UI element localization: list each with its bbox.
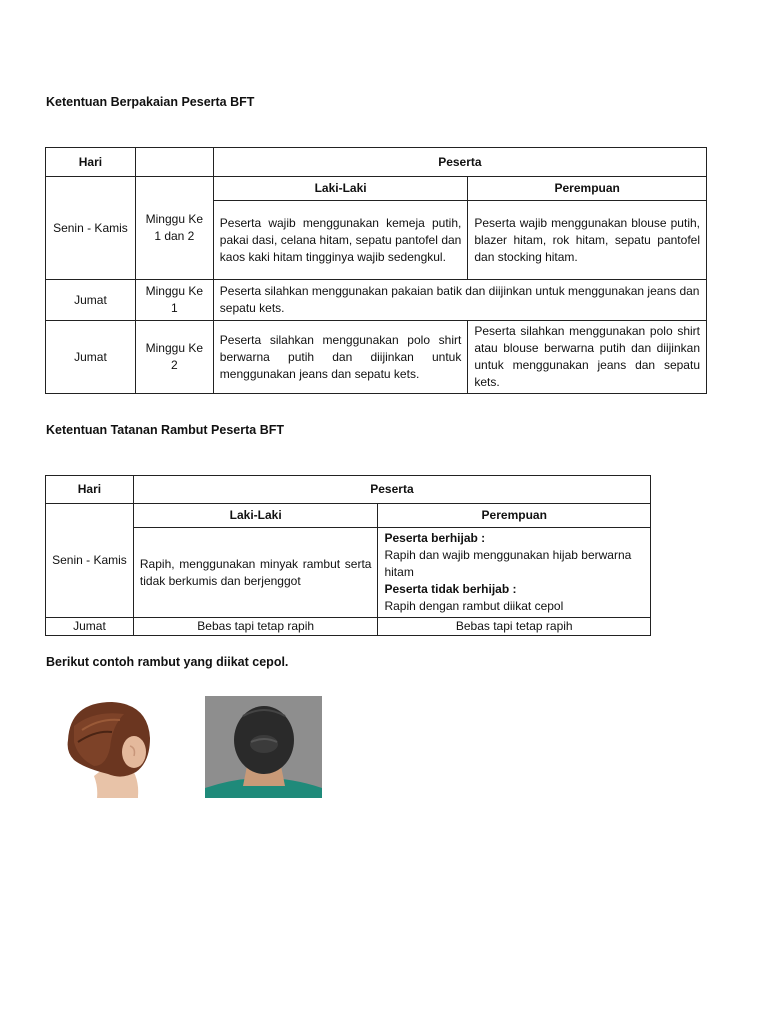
hair-rules-table <box>45 475 651 636</box>
hair-header-laki: Laki-Laki <box>133 504 378 528</box>
bun-photo-side <box>50 696 162 798</box>
hair-row1-perempuan <box>378 528 651 618</box>
hair-header-hari: Hari <box>46 476 134 504</box>
hair-row1-hari: Senin - Kamis <box>46 504 134 618</box>
row2-semua: Peserta silahkan menggunakan pakaian batik dan diijinkan untuk menggunakan jeans dan sepatu kets. <box>213 280 706 321</box>
row3-laki: Peserta silahkan menggunakan polo shirt berwarna putih dan diijinkan untuk menggunakan jeans dan sepatu kets. <box>213 321 468 394</box>
hair-header-peserta: Peserta <box>133 476 650 504</box>
header-peserta: Peserta <box>213 148 706 177</box>
header-laki: Laki-Laki <box>213 177 468 201</box>
bun-back-illustration <box>205 696 322 798</box>
hijab-text: Rapih dan wajib menggunakan hijab berwarna hitam <box>384 548 632 579</box>
no-hijab-text: Rapih dengan rambut diikat cepol <box>384 599 564 613</box>
clothing-rules-table <box>45 147 707 394</box>
hair-row2-hari: Jumat <box>46 618 134 636</box>
bun-photo-back <box>205 696 322 798</box>
row3-minggu: Minggu Ke 2 <box>135 321 213 394</box>
header-empty <box>135 148 213 177</box>
no-hijab-title: Peserta tidak berhijab : <box>384 582 517 596</box>
row3-hari: Jumat <box>46 321 136 394</box>
hair-header-perempuan: Perempuan <box>378 504 651 528</box>
clothing-section-heading: Ketentuan Berpakaian Peserta BFT <box>46 95 255 109</box>
bun-example-heading: Berikut contoh rambut yang diikat cepol. <box>46 655 289 669</box>
hair-row2-laki: Bebas tapi tetap rapih <box>133 618 378 636</box>
row2-minggu: Minggu Ke 1 <box>135 280 213 321</box>
hijab-title: Peserta berhijab : <box>384 531 486 545</box>
row1-perempuan: Peserta wajib menggunakan blouse putih, blazer hitam, rok hitam, sepatu pantofel dan stocking hitam. <box>468 201 707 280</box>
hair-row1-laki: Rapih, menggunakan minyak rambut serta tidak berkumis dan berjenggot <box>133 528 378 618</box>
bun-side-illustration <box>50 696 162 798</box>
hair-section-heading: Ketentuan Tatanan Rambut Peserta BFT <box>46 423 285 437</box>
row2-hari: Jumat <box>46 280 136 321</box>
row1-laki: Peserta wajib menggunakan kemeja putih, pakai dasi, celana hitam, sepatu pantofel dan kaos kaki hitam tingginya wajib sedengkul. <box>213 201 468 280</box>
row3-perempuan: Peserta silahkan menggunakan polo shirt atau blouse berwarna putih dan diijinkan untuk menggunakan jeans dan sepatu kets. <box>468 321 707 394</box>
header-perempuan: Perempuan <box>468 177 707 201</box>
header-hari: Hari <box>46 148 136 177</box>
row1-minggu: Minggu Ke 1 dan 2 <box>135 177 213 280</box>
hair-row2-perempuan: Bebas tapi tetap rapih <box>378 618 651 636</box>
row1-hari: Senin - Kamis <box>46 177 136 280</box>
